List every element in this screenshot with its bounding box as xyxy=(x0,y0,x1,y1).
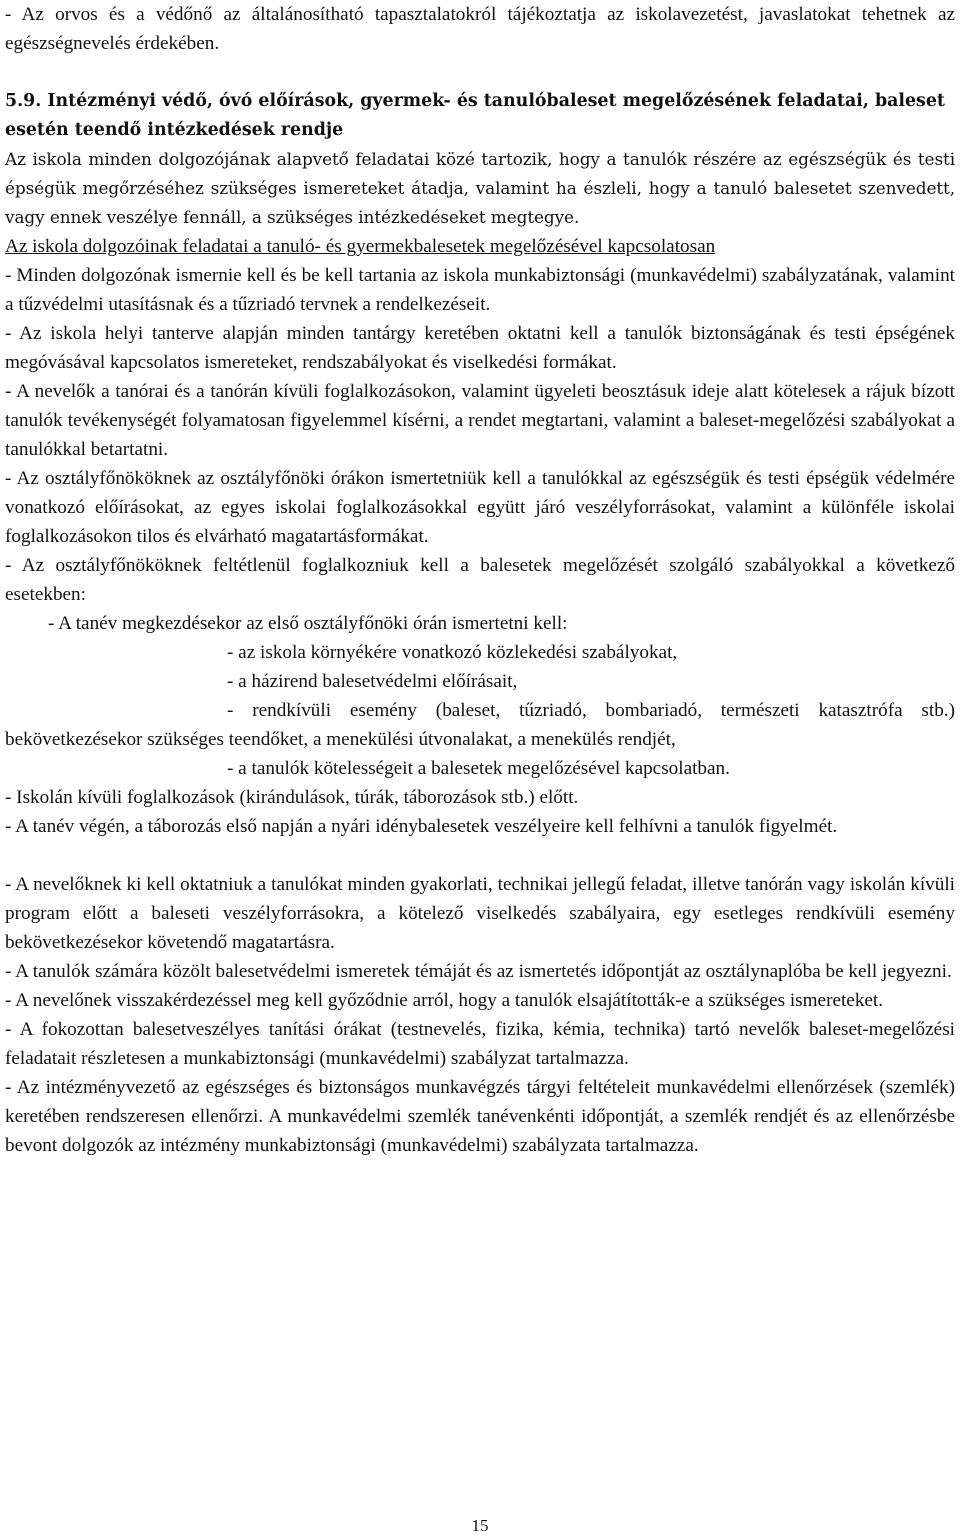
list-item: - A nevelőknek ki kell oktatniuk a tanulókat minden gyakorlati, technikai jellegű feladat, illetve tanórán vagy iskolán kívüli program előtt a baleseti veszélyforrásokra, a kötelező viselkedés szabályaira, egy esetleges rendkívüli esemény bekövetkezésekor követendő magatartásra. xyxy=(5,874,955,953)
list-item: - A nevelőnek visszakérdezéssel meg kell győződnie arról, hogy a tanulók elsajátították-e a szükséges ismereteket. xyxy=(5,990,884,1011)
sub-sub-item: - a tanulók kötelességeit a balesetek megelőzésével kapcsolatban. xyxy=(227,758,730,779)
section-body: Az iskola minden dolgozójának alapvető feladatai közé tartozik, hogy a tanulók részére az egészségük és testi épségük megőrzéséhez szükséges ismereteket átadja, valamint ha észleli, hogy a tanuló balesetet szenvedett, vagy ennek veszélye fennáll, a szükséges intézkedéseket megtegye. xyxy=(5,149,955,227)
spacer xyxy=(5,841,955,870)
list-item: - Iskolán kívüli foglalkozások (kirándulások, túrák, táborozások stb.) előtt. xyxy=(5,787,579,808)
subheading: Az iskola dolgozóinak feladatai a tanuló- és gyermekbalesetek megelőzésével kapcsolatosan xyxy=(5,236,716,257)
sub-sub-item: - a házirend balesetvédelmi előírásait, xyxy=(227,671,518,692)
sub-item: - A tanév megkezdésekor az első osztályfőnöki órán ismertetni kell: xyxy=(48,613,568,634)
sub-sub-item-long: - rendkívüli esemény (baleset, tűzriadó, bombariadó, természeti katasztrófa stb.) bekövetkezésekor szükséges teendőket, a menekülési útvonalakat, a menekülés rendjét, xyxy=(5,700,955,750)
list-item: - Minden dolgozónak ismernie kell és be kell tartania az iskola munkabiztonsági (munkavédelmi) szabályzatának, valamint a tűzvédelmi utasításnak és a tűzriadó tervnek a rendelkezéseit. xyxy=(5,265,955,315)
spacer xyxy=(5,58,955,87)
document-page xyxy=(5,0,955,1160)
list-item: - Az osztályfőnököknek feltétlenül foglalkozniuk kell a balesetek megelőzését szolgáló szabályokkal a következő esetekben: xyxy=(5,555,955,605)
list-item: - Az intézményvezető az egészséges és biztonságos munkavégzés tárgyi feltételeit munkavédelmi ellenőrzések (szemlék) keretében rendszeresen ellenőrzi. A munkavédelmi szemlék tanévenkénti időpontját, a szemlék rendjét és az ellenőrzésbe bevont dolgozók az intézmény munkabiztonsági (munkavédelmi) szabályzata tartalmazza. xyxy=(5,1077,955,1156)
section-title: Intézményi védő, óvó előírások, gyermek- és tanulóbaleset megelőzésének feladatai, baleset esetén teendő intézkedések rendje xyxy=(5,91,945,140)
list-item: - A fokozottan balesetveszélyes tanítási órákat (testnevelés, fizika, kémia, technika) tartó nevelők baleset-megelőzési feladatait részletesen a munkabiztonsági (munkavédelmi) szabályzat tartalmazza. xyxy=(5,1019,955,1069)
list-item: - Az iskola helyi tanterve alapján minden tantárgy keretében oktatni kell a tanulók biztonságának és testi épségének megóvásával kapcsolatos ismereteket, rendszabályokat és viselkedési formákat. xyxy=(5,323,955,373)
intro-paragraph: - Az orvos és a védőnő az általánosítható tapasztalatokról tájékoztatja az iskolavezetést, javaslatokat tehetnek az egészségnevelés érdekében. xyxy=(5,4,955,54)
page-number: 15 xyxy=(471,1516,489,1535)
section-number: 5.9. xyxy=(5,91,42,111)
list-item: - Az osztályfőnököknek az osztályfőnöki órákon ismertetniük kell a tanulókkal az egészségük és testi épségük védelmére vonatkozó előírásokat, az egyes iskolai foglalkozásokkal együtt járó veszélyforrásokat, valamint a különféle iskolai foglalkozásokon tilos és elvárható magatartásformákat. xyxy=(5,468,955,547)
section-heading xyxy=(5,87,955,145)
list-item: - A tanév végén, a táborozás első napján a nyári idénybalesetek veszélyeire kell felhívni a tanulók figyelmét. xyxy=(5,816,838,837)
list-item: - A nevelők a tanórai és a tanórán kívüli foglalkozásokon, valamint ügyeleti beosztásuk ideje alatt kötelesek a rájuk bízott tanulók tevékenységét folyamatosan figyelemmel kísérni, a rendet megtartani, valamint a baleset-megelőzési szabályokat a tanulókkal betartatni. xyxy=(5,381,955,460)
sub-sub-item: - az iskola környékére vonatkozó közlekedési szabályokat, xyxy=(227,642,678,663)
list-item: - A tanulók számára közölt balesetvédelmi ismeretek témáját és az ismertetés időpontját az osztálynaplóba be kell jegyezni. xyxy=(5,961,952,982)
